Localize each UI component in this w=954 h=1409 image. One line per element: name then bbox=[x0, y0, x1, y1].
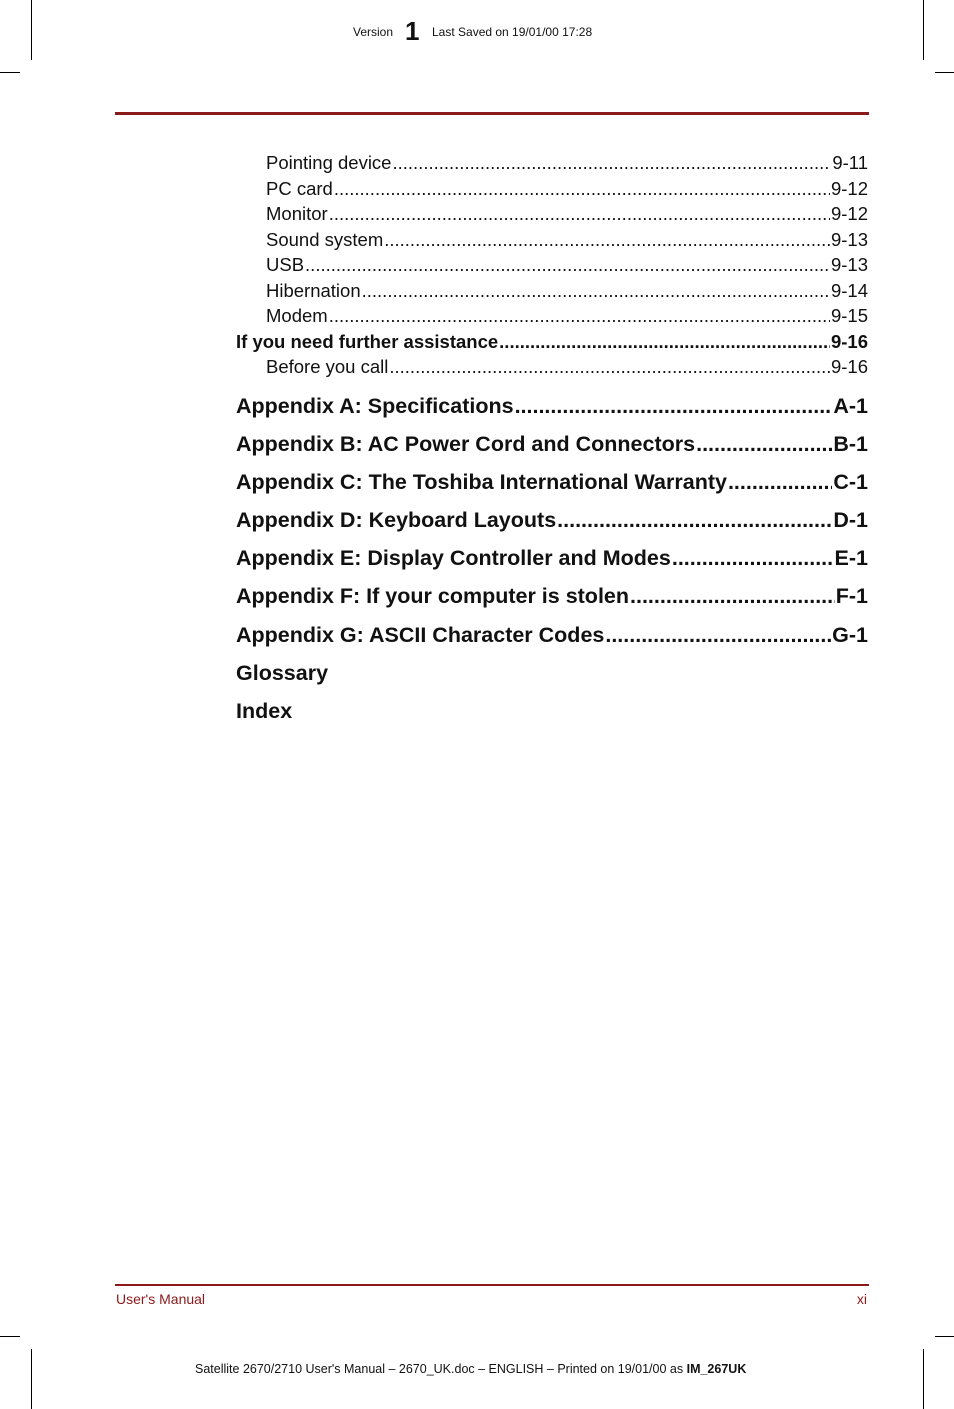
toc-entry[interactable]: PC card ..... 9-12 bbox=[266, 176, 868, 202]
leader-dots bbox=[557, 501, 832, 539]
toc-appendix-entry[interactable]: Appendix A: Specifications ..... A-1 bbox=[236, 387, 868, 425]
leader-dots bbox=[384, 227, 830, 253]
crop-mark bbox=[923, 1349, 924, 1409]
crop-mark bbox=[0, 72, 20, 73]
toc-appendix-entry[interactable]: Appendix C: The Toshiba International Warranty ..... C-1 bbox=[236, 463, 868, 501]
leader-dots bbox=[499, 329, 830, 355]
print-info-text: Satellite 2670/2710 User's Manual – 2670_UK.doc – ENGLISH – Printed on 19/01/00 as bbox=[195, 1362, 687, 1376]
toc-appendix-entry[interactable]: Appendix F: If your computer is stolen ..... F-1 bbox=[236, 577, 868, 615]
leader-dots bbox=[329, 201, 830, 227]
leader-dots bbox=[515, 387, 833, 425]
toc-appendix-entry[interactable]: Appendix D: Keyboard Layouts ..... D-1 bbox=[236, 501, 868, 539]
version-number: 1 bbox=[405, 16, 420, 46]
leader-dots bbox=[672, 539, 834, 577]
crop-mark bbox=[935, 1336, 954, 1337]
toc-entry[interactable]: Modem ..... 9-15 bbox=[266, 303, 868, 329]
leader-dots bbox=[305, 252, 830, 278]
toc-entry[interactable]: Monitor ..... 9-12 bbox=[266, 201, 868, 227]
leader-dots bbox=[728, 463, 832, 501]
toc-entry[interactable]: Pointing device ..... 9-11 bbox=[266, 150, 868, 176]
toc-appendix-entry[interactable]: Appendix B: AC Power Cord and Connectors ..... B-1 bbox=[236, 425, 868, 463]
leader-dots bbox=[389, 354, 830, 380]
leader-dots bbox=[362, 278, 830, 304]
leader-dots bbox=[630, 577, 835, 615]
toc-glossary[interactable]: Glossary bbox=[236, 660, 329, 685]
crop-mark bbox=[0, 1336, 20, 1337]
leader-dots bbox=[605, 616, 831, 654]
leader-dots bbox=[392, 150, 831, 176]
page-number: xi bbox=[856, 1291, 867, 1307]
print-code: IM_267UK bbox=[686, 1362, 747, 1376]
toc-entry[interactable]: Hibernation ..... 9-14 bbox=[266, 278, 868, 304]
toc-entry[interactable]: Before you call ..... 9-16 bbox=[266, 354, 868, 380]
crop-mark bbox=[935, 72, 954, 73]
toc-appendix-entry[interactable]: Appendix G: ASCII Character Codes ..... G-1 bbox=[236, 616, 868, 654]
toc-entry[interactable]: Sound system ..... 9-13 bbox=[266, 227, 868, 253]
leader-dots bbox=[329, 303, 830, 329]
version-label: Version bbox=[353, 25, 394, 39]
toc-entry[interactable]: USB ..... 9-13 bbox=[266, 252, 868, 278]
last-saved: Last Saved on 19/01/00 17:28 bbox=[432, 25, 593, 39]
toc-appendix-entry[interactable]: Appendix E: Display Controller and Modes ..... E-1 bbox=[236, 539, 868, 577]
version-header bbox=[0, 18, 954, 44]
crop-mark bbox=[31, 1349, 32, 1409]
header-rule bbox=[115, 112, 869, 115]
leader-dots bbox=[696, 425, 832, 463]
leader-dots bbox=[334, 176, 830, 202]
toc-index[interactable]: Index bbox=[236, 699, 293, 723]
footer-manual-title: User's Manual bbox=[116, 1291, 206, 1307]
footer-rule bbox=[115, 1284, 869, 1286]
table-of-contents bbox=[236, 150, 868, 730]
print-info bbox=[195, 1362, 746, 1376]
toc-section-entry[interactable]: If you need further assistance ..... 9-16 bbox=[236, 329, 868, 355]
